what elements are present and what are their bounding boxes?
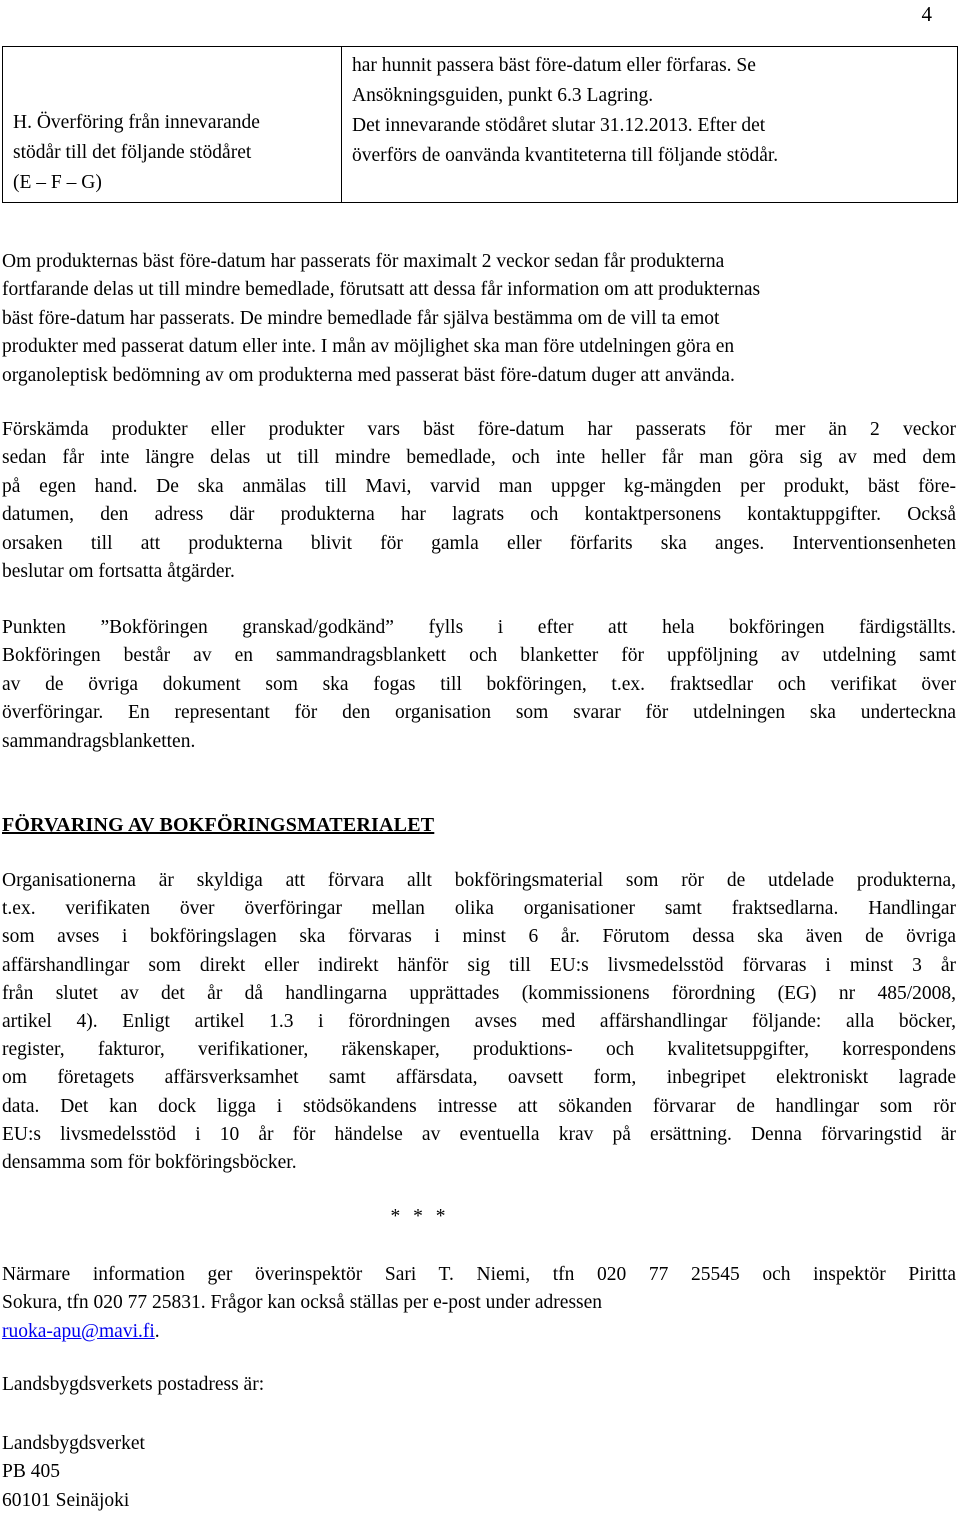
paragraph-line: Organisationerna är skyldiga att förvara allt bokföringsmaterial som rör de utdelade produkterna,	[2, 870, 956, 891]
paragraph-line: om företagets affärsverksamhet samt affärsdata, oavsett form, inbegripet elektroniskt lagrade	[2, 1067, 956, 1089]
paragraph-line: data. Det kan dock ligga i stödsökandens intresse att sökanden förvarar de handlingar som rör	[2, 1095, 956, 1117]
description-line: Ansökningsguiden, punkt 6.3 Lagring.	[352, 85, 654, 106]
paragraph-line: Om produkternas bäst före-datum har passerats för maximalt 2 veckor sedan får produkterna	[2, 251, 725, 272]
section-heading: FÖRVARING AV BOKFÖRINGSMATERIALET	[2, 814, 435, 836]
paragraph-line: av de övriga dokument som ska fogas till bokföringen, t.ex. fraktsedlar och verifikat över	[2, 673, 956, 695]
paragraph-line: Sokura, tfn 020 77 25831. Frågor kan också ställas per e-post under adressen	[2, 1292, 603, 1314]
section-title-line: stödår till det följande stödåret	[13, 142, 252, 163]
paragraph-contact	[2, 1261, 956, 1346]
section-title-line: H. Överföring från innevarande	[13, 112, 260, 133]
paragraph-line: bäst före-datum har passerats. De mindre bemedlade får själva bestämma om de vill ta emot	[2, 307, 720, 329]
paragraph-line: Punkten ”Bokföringen granskad/godkänd” fylls i efter att hela bokföringen färdigställts.	[2, 617, 956, 638]
paragraph-line: överföringar. En representant för den organisation som svarar för utdelningen ska underteckna	[2, 702, 956, 724]
page-number: 4	[921, 2, 932, 26]
table-row	[3, 47, 958, 203]
description-line: har hunnit passera bäst före-datum eller förfaras. Se	[352, 55, 756, 76]
postal-address	[2, 1430, 145, 1515]
section-separator: * * *	[390, 1206, 450, 1227]
description-line: överförs de oanvända kvantiteterna till följande stödår.	[352, 145, 779, 166]
paragraph-line: Bokföringen består av en sammandragsblankett och blanketter för uppföljning av utdelning samt	[2, 645, 956, 667]
paragraph-line: EU:s livsmedelsstöd i 10 år för händelse av eventuella krav på ersättning. Denna förvaringstid är	[2, 1123, 956, 1145]
paragraph-spoiled-products	[2, 416, 956, 586]
paragraph-line: artikel 4). Enligt artikel 1.3 i förordningen avses med affärshandlingar följande: alla böcker,	[2, 1011, 956, 1033]
section-title-line: (E – F – G)	[13, 172, 102, 193]
paragraph-line: fortfarande delas ut till mindre bemedlade, förutsatt att dessa får information om att produkternas	[2, 279, 761, 301]
paragraph-line: organoleptisk bedömning av om produkterna med passerat bäst före-datum duger att använda.	[2, 364, 735, 386]
address-box: PB 405	[2, 1461, 60, 1483]
description-line: Det innevarande stödåret slutar 31.12.2013. Efter det	[352, 115, 766, 136]
address-intro: Landsbygdsverkets postadress är:	[2, 1374, 265, 1395]
paragraph-line: produkter med passerat datum eller inte. I mån av möjlighet ska man före utdelningen göra en	[2, 336, 735, 358]
email-suffix: .	[154, 1320, 160, 1342]
address-city: 60101 Seinäjoki	[2, 1489, 130, 1511]
paragraph-line: Förskämda produkter eller produkter vars bäst före-datum har passerats för mer än 2 veckor	[2, 419, 956, 440]
section-description-cell	[342, 47, 958, 203]
paragraph-best-before	[2, 248, 956, 390]
paragraph-line: orsaken till att produkterna blivit för gamla eller förfarits ska anges. Interventionsenheten	[2, 532, 956, 554]
paragraph-line: som avses i bokföringslagen ska förvaras i minst 6 år. Förutom dessa ska även de övriga	[2, 926, 956, 948]
email-link[interactable]: ruoka-apu@mavi.fi	[2, 1320, 155, 1342]
paragraph-storage	[2, 867, 956, 1177]
email-line	[2, 1318, 956, 1346]
paragraph-line: affärshandlingar som direkt eller indirekt hänför sig till EU:s livsmedelsstöd förvaras i minst 3 år	[2, 954, 956, 976]
paragraph-line: densamma som för bokföringsböcker.	[2, 1152, 297, 1174]
paragraph-line: register, fakturor, verifikationer, räkenskaper, produktions- och kvalitetsuppgifter, korrespondens	[2, 1039, 956, 1061]
paragraph-line: sammandragsblanketten.	[2, 730, 196, 752]
paragraph-line: Närmare information ger överinspektör Sari T. Niemi, tfn 020 77 25545 och inspektör Piritta	[2, 1264, 956, 1285]
address-name: Landsbygdsverket	[2, 1433, 145, 1454]
paragraph-line: t.ex. verifikaten över överföringar mellan olika organisationer samt fraktsedlarna. Handlingar	[2, 898, 956, 920]
section-title-cell	[3, 47, 342, 203]
paragraph-line: datumen, den adress där produkterna har lagrats och kontaktpersonens kontaktuppgifter. Också	[2, 504, 956, 526]
section-table	[2, 46, 958, 203]
paragraph-line: beslutar om fortsatta åtgärder.	[2, 561, 235, 583]
paragraph-line: sedan får inte längre delas ut till mindre bemedlade, och inte heller får man göra sig av med dem	[2, 447, 956, 469]
paragraph-line: från slutet av det år då handlingarna upprättades (kommissionens förordning (EG) nr 485/2008,	[2, 982, 956, 1004]
paragraph-line: på egen hand. De ska anmälas till Mavi, varvid man uppger kg-mängden per produkt, bäst före-	[2, 475, 956, 497]
paragraph-bookkeeping	[2, 614, 956, 756]
